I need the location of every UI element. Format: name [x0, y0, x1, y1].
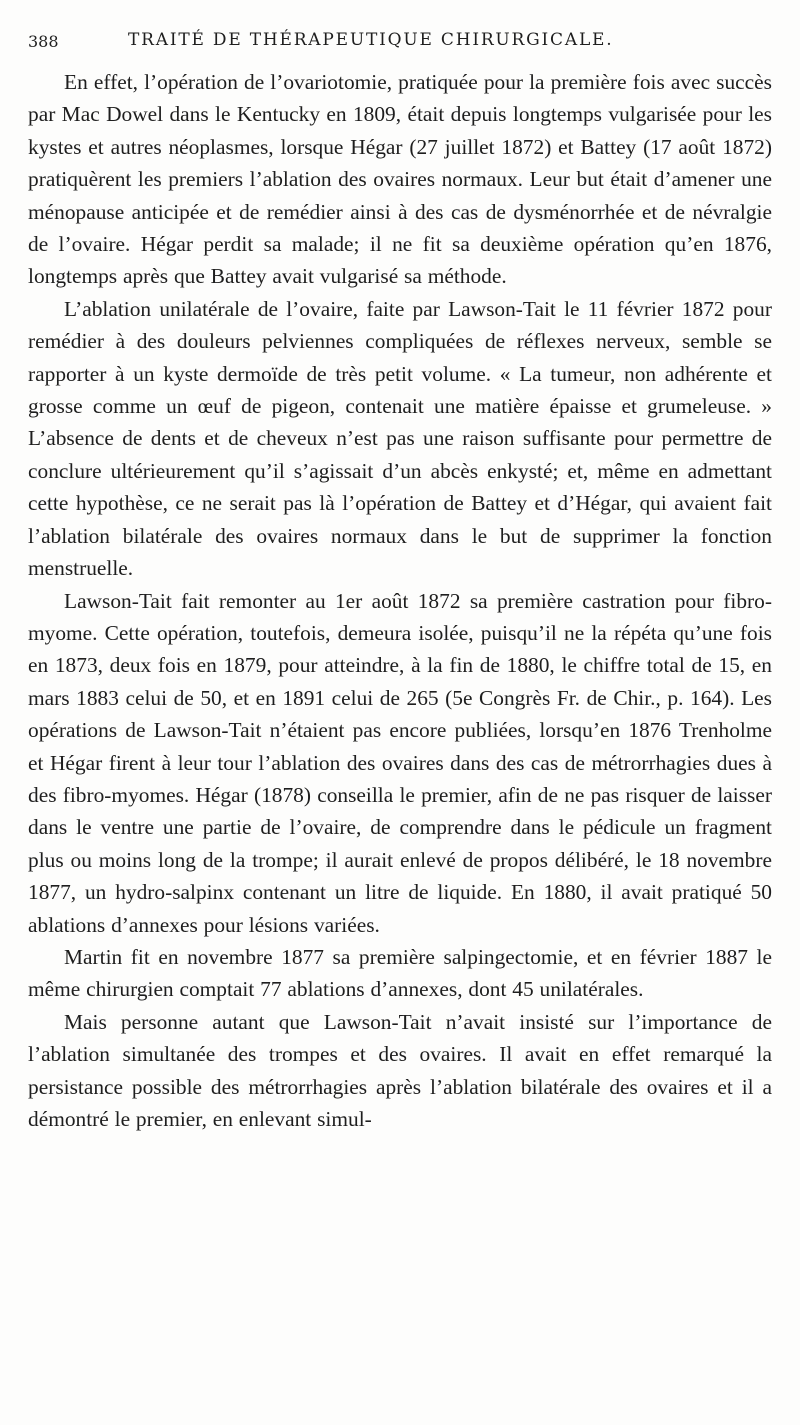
paragraph-martin-salpingectomie: Martin fit en novembre 1877 sa première salpingectomie, et en février 1887 le même chirurgien comptait 77 ablations d’annexes, dont 45 unilatérales. — [28, 944, 772, 1002]
running-title: TRAITÉ DE THÉRAPEUTIQUE CHIRURGICALE. — [128, 30, 614, 50]
body-text — [28, 66, 772, 1135]
page-number: 388 — [28, 32, 59, 51]
paragraph-ablation-simultanee: Mais personne autant que Lawson-Tait n’avait insisté sur l’importance de l’ablation simultanée des trompes et des ovaires. Il avait en effet remarqué la persistance possible des métrorrhagies après l’ablation bilatérale des ovaires et il a démontré le premier, en enlevant simul- — [28, 1009, 772, 1131]
paragraph-ovariotomie: En effet, l’opération de l’ovariotomie, pratiquée pour la première fois avec succès par Mac Dowel dans le Kentucky en 1809, était depuis longtemps vulgarisée pour les kystes et autres néoplasmes, lorsque Hégar (27 juillet 1872) et Battey (17 août 1872) pratiquèrent les premiers l’ablation des ovaires normaux. Leur but était d’amener une ménopause anticipée et de remédier ainsi à des cas de dysménorrhée et de névralgie de l’ovaire. Hégar perdit sa malade; il ne fit sa deuxième opération qu’en 1876, longtemps après que Battey avait vulgarisé sa méthode. — [28, 70, 772, 289]
paragraph-ablation-unilaterale: L’ablation unilatérale de l’ovaire, faite par Lawson-Tait le 11 février 1872 pour remédier à des douleurs pelviennes compliquées de réflexes nerveux, semble se rapporter à un kyste dermoïde de très petit volume. « La tumeur, non adhérente et grosse comme un œuf de pigeon, contenait une matière épaisse et grumeleuse. » L’absence de dents et de cheveux n’est pas une raison suffisante pour permettre de conclure ultérieurement qu’il s’agissait d’un abcès enkysté; et, même en admettant cette hypothèse, ce ne serait pas là l’opération de Battey et d’Hégar, qui avaient fait l’ablation bilatérale des ovaires normaux dans le but de supprimer la fonction menstruelle. — [28, 296, 772, 581]
paragraph-lawson-tait-castration: Lawson-Tait fait remonter au 1er août 1872 sa première castration pour fibro-myome. Cette opération, toutefois, demeura isolée, puisqu’il ne la répéta qu’une fois en 1873, deux fois en 1879, pour atteindre, à la fin de 1880, le chiffre total de 15, en mars 1883 celui de 50, et en 1891 celui de 265 (5e Congrès Fr. de Chir., p. 164). Les opérations de Lawson-Tait n’étaient pas encore publiées, lorsqu’en 1876 Trenholme et Hégar firent à leur tour l’ablation des ovaires dans des cas de métrorrhagies dues à des fibro-myomes. Hégar (1878) conseilla le premier, afin de ne pas risquer de laisser dans le ventre une partie de l’ovaire, de comprendre dans le pédicule un fragment plus ou moins long de la trompe; il aurait enlevé de propos délibéré, le 18 novembre 1877, un hydro-salpinx contenant un litre de liquide. En 1880, il avait pratiqué 50 ablations d’annexes pour lésions variées. — [28, 588, 772, 937]
page-header — [28, 30, 760, 54]
